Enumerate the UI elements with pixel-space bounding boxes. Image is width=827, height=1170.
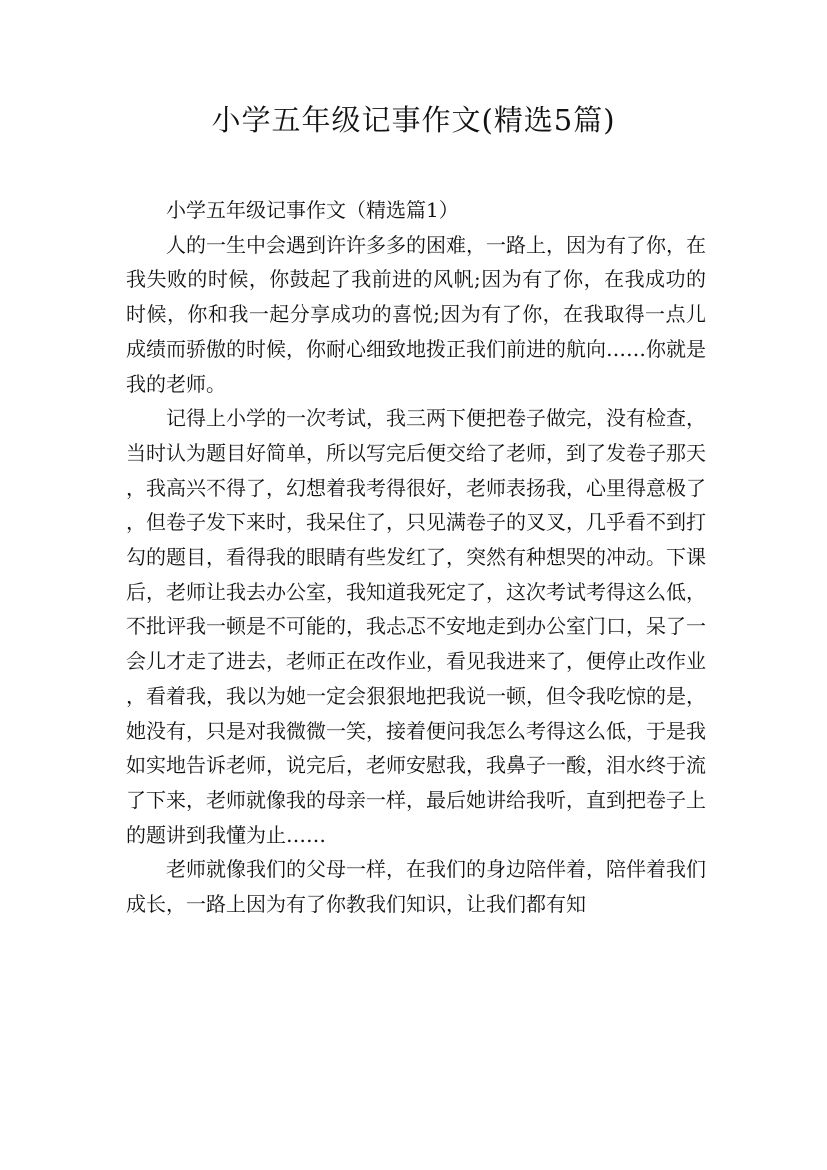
document-body [126,193,706,922]
paragraph: 人的一生中会遇到许许多多的困难，一路上，因为有了你，在我失败的时候，你鼓起了我前进的风帆;因为有了你，在我成功的时候，你和我一起分享成功的喜悦;因为有了你，在我取得一点儿成绩而骄傲的时候，你耐心细致地拨正我们前进的航向……你就是我的老师。 [126,232,706,396]
paragraph: 老师就像我们的父母一样，在我们的身边陪伴着，陪伴着我们成长，一路上因为有了你教我们知识，让我们都有知 [126,857,706,917]
document-title: 小学五年级记事作文(精选5篇) [211,103,616,137]
paragraph: 记得上小学的一次考试，我三两下便把卷子做完，没有检查，当时认为题目好简单，所以写完后便交给了老师，到了发卷子那天，我高兴不得了，幻想着我考得很好，老师表扬我，心里得意极了，但卷子发下来时，我呆住了，只见满卷子的叉叉，几乎看不到打勾的题目，看得我的眼睛有些发红了，突然有种想哭的冲动。下课后，老师让我去办公室，我知道我死定了，这次考试考得这么低，不批评我一顿是不可能的，我忐忑不安地走到办公室门口，呆了一会儿才走了进去，老师正在改作业，看见我进来了，便停止改作业，看着我，我以为她一定会狠狠地把我说一顿，但令我吃惊的是，她没有，只是对我微微一笑，接着便问我怎么考得这么低，于是我如实地告诉老师，说完后，老师安慰我，我鼻子一酸，泪水终于流了下来，老师就像我的母亲一样，最后她讲给我听，直到把卷子上的题讲到我懂为止…… [126,406,706,847]
section-heading: 小学五年级记事作文（精选篇1） [166,198,459,222]
